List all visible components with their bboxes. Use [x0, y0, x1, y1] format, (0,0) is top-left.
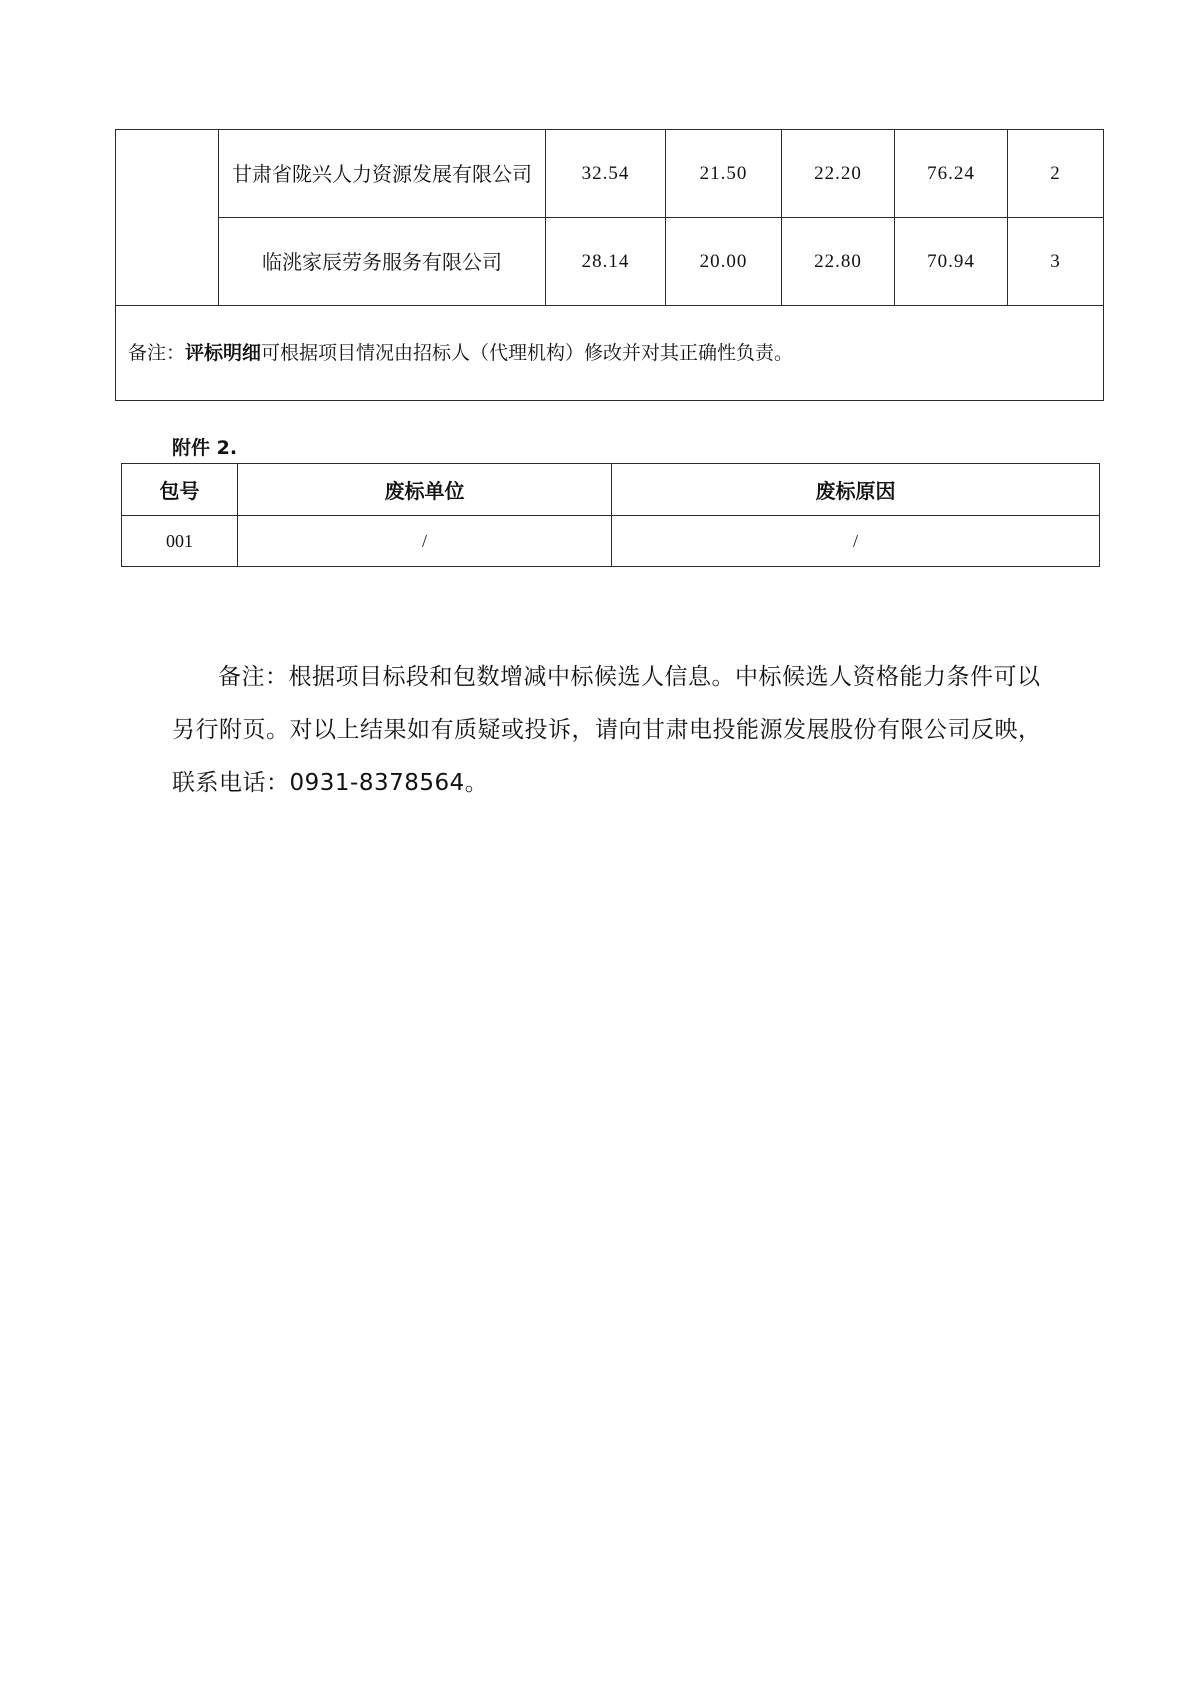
table-row [122, 516, 1100, 567]
package-merged-cell [116, 130, 219, 306]
table-row [116, 130, 1104, 218]
disqualification-reason-cell: / [612, 516, 1100, 567]
score-cell: 32.54 [546, 130, 666, 218]
table-header-row [122, 464, 1100, 516]
total-score-cell: 70.94 [895, 218, 1008, 306]
score-cell: 22.20 [782, 130, 895, 218]
column-header-package: 包号 [122, 464, 238, 516]
disqualified-unit-cell: / [238, 516, 612, 567]
attachment-title: 附件 2. [172, 437, 238, 459]
remark-paragraph: 备注：根据项目标段和包数增减中标候选人信息。中标候选人资格能力条件可以另行附页。对以上结果如有质疑或投诉，请向甘肃电投能源发展股份有限公司反映，联系电话：0931-8378564。 [172, 664, 1042, 796]
table-note-row [116, 306, 1104, 401]
company-name-cell: 临洮家辰劳务服务有限公司 [219, 218, 546, 306]
column-header-reason: 废标原因 [612, 464, 1100, 516]
column-header-unit: 废标单位 [238, 464, 612, 516]
score-cell: 22.80 [782, 218, 895, 306]
score-cell: 20.00 [666, 218, 782, 306]
company-name-cell: 甘肃省陇兴人力资源发展有限公司 [219, 130, 546, 218]
note-prefix: 备注： [128, 342, 186, 364]
table-row [116, 218, 1104, 306]
score-cell: 21.50 [666, 130, 782, 218]
disqualification-table [121, 463, 1100, 567]
table-note [116, 306, 1104, 401]
score-cell: 28.14 [546, 218, 666, 306]
evaluation-results-table [115, 129, 1104, 401]
package-number-cell: 001 [122, 516, 238, 567]
rank-cell: 2 [1008, 130, 1104, 218]
rank-cell: 3 [1008, 218, 1104, 306]
note-bold-text: 评标明细 [185, 342, 262, 364]
total-score-cell: 76.24 [895, 130, 1008, 218]
note-suffix: 可根据项目情况由招标人（代理机构）修改并对其正确性负责。 [261, 342, 794, 364]
